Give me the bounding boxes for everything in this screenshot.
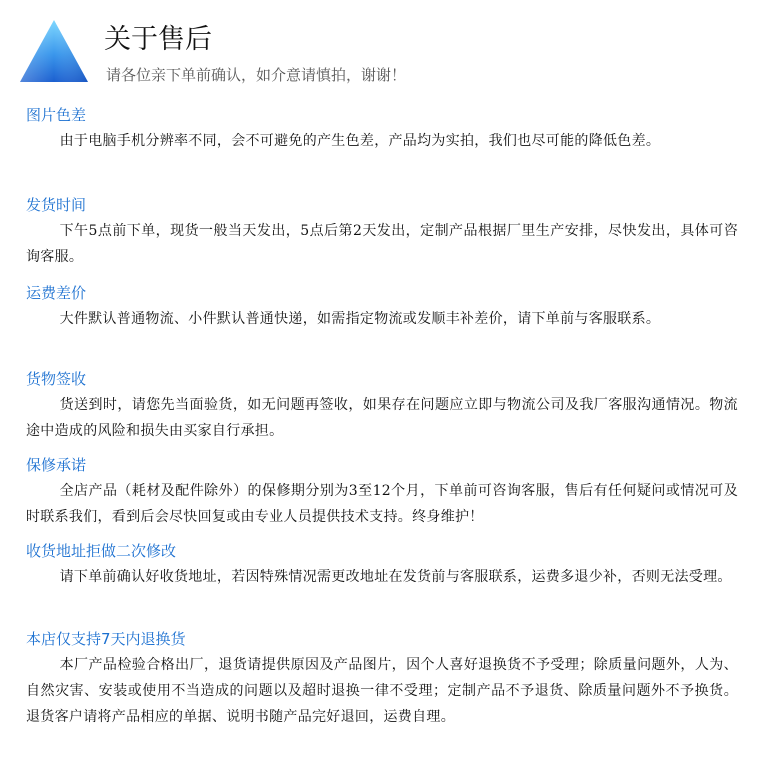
blue-triangle-icon	[18, 18, 90, 84]
section-body: 由于电脑手机分辨率不同，会不可避免的产生色差，产品均为实拍，我们也尽可能的降低色差。	[59, 133, 661, 149]
section-body: 大件默认普通物流、小件默认普通快递，如需指定物流或发顺丰补差价，请下单前与客服联系。	[59, 311, 661, 327]
section-title: 收货地址拒做二次修改	[26, 542, 177, 560]
section-title: 货物签收	[26, 370, 87, 388]
section-body: 货送到时，请您先当面验货，如无问题再签收，如果存在问题应立即与物流公司及我厂客服沟通情况。物流途中造成的风险和损失由买家自行承担。	[26, 397, 738, 439]
section-title: 发货时间	[26, 196, 87, 214]
section-body: 下午5点前下单，现货一般当天发出，5点后第2天发出，定制产品根据厂里生产安排，尽快发出，具体可咨询客服。	[26, 223, 738, 265]
page-subtitle: 请各位亲下单前确认，如介意请慎拍，谢谢！	[106, 66, 407, 84]
section-body: 本厂产品检验合格出厂，退货请提供原因及产品图片，因个人喜好退换货不予受理；除质量问题外，人为、自然灾害、安装或使用不当造成的问题以及超时退换一律不受理；定制产品不予退货、除质量问题外不予换货。退货客户请将产品相应的单据、说明书随产品完好退回，运费自理。	[26, 657, 738, 725]
section-title: 图片色差	[26, 106, 87, 124]
header	[0, 0, 760, 100]
section-title: 运费差价	[26, 284, 87, 302]
section-title: 本店仅支持7天内退换货	[26, 630, 186, 648]
section-body: 请下单前确认好收货地址，若因特殊情况需更改地址在发货前与客服联系，运费多退少补，否则无法受理。	[59, 569, 732, 585]
section-title: 保修承诺	[26, 456, 87, 474]
page-title: 关于售后	[104, 24, 212, 55]
section-body: 全店产品（耗材及配件除外）的保修期分别为3至12个月，下单前可咨询客服，售后有任何疑问或情况可及时联系我们，看到后会尽快回复或由专业人员提供技术支持。终身维护！	[26, 483, 738, 525]
